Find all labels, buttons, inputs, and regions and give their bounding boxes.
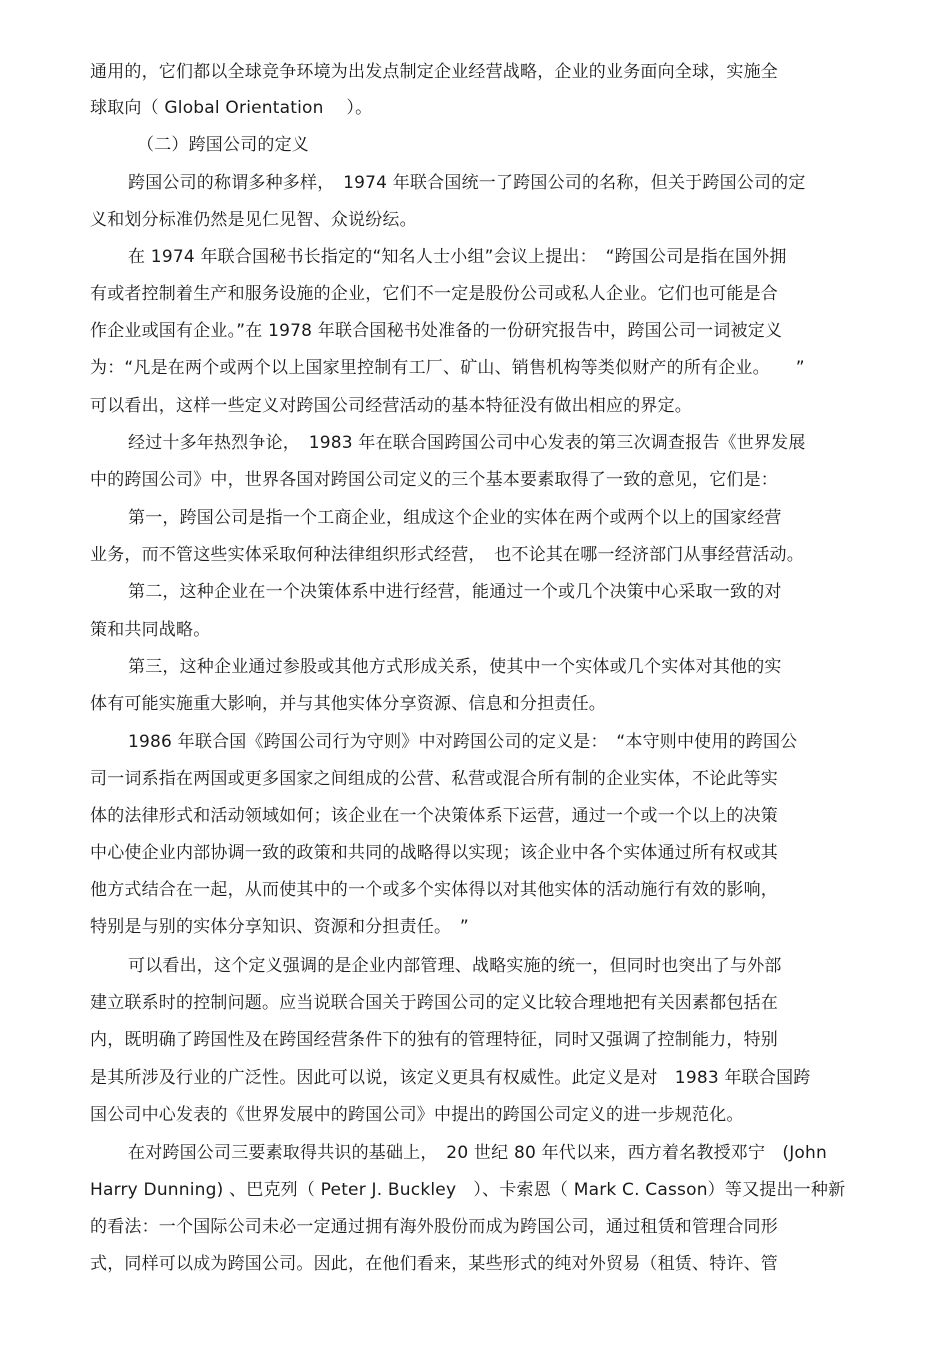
text-line: 中的跨国公司》中，世界各国对跨国公司定义的三个基本要素取得了一致的意见，它们是： [90,470,778,490]
text-line: 经过十多年热烈争论， 1983 年在联合国跨国公司中心发表的第三次调查报告《世界发展 [128,433,806,453]
text-line: 司一词系指在两国或更多国家之间组成的公营、私营或混合所有制的企业实体，不论此等实 [90,769,778,789]
text-line: 体有可能实施重大影响，并与其他实体分享资源、信息和分担责任。 [90,694,606,714]
text-line: 1986 年联合国《跨国公司行为守则》中对跨国公司的定义是： “本守则中使用的跨国公 [128,732,798,752]
text-line: 体的法律形式和活动领域如何；该企业在一个决策体系下运营，通过一个或一个以上的决策 [90,806,778,826]
text-line: 在对跨国公司三要素取得共识的基础上， 20 世纪 80 年代以来，西方着名教授邓宁 (John [128,1143,827,1163]
text-line: 业务，而不管这些实体采取何种法律组织形式经营， 也不论其在哪一经济部门从事经营活动。 [90,545,804,565]
text-line: 他方式结合在一起，从而使其中的一个或多个实体得以对其他实体的活动施行有效的影响， [90,880,778,900]
text-line: 式，同样可以成为跨国公司。因此，在他们看来，某些形式的纯对外贸易（租赁、特许、管 [90,1254,778,1274]
text-line: 特别是与别的实体分享知识、资源和分担责任。 ” [90,917,469,937]
text-line: 在 1974 年联合国秘书长指定的“知名人士小组”会议上提出： “跨国公司是指在国外拥 [128,247,787,267]
text-line: 可以看出，这个定义强调的是企业内部管理、战略实施的统一，但同时也突出了与外部 [128,956,782,976]
text-line: 义和划分标准仍然是见仁见智、众说纷纭。 [90,210,417,230]
text-line: 第二，这种企业在一个决策体系中进行经营，能通过一个或几个决策中心采取一致的对 [128,582,782,602]
text-line: 第一，跨国公司是指一个工商企业，组成这个企业的实体在两个或两个以上的国家经营 [128,508,782,528]
text-line: Harry Dunning) 、巴克列（ Peter J. Buckley ）、卡索恩（ Mark C. Casson）等又提出一种新 [90,1180,846,1200]
text-line: 为：“凡是在两个或两个以上国家里控制有工厂、矿山、销售机构等类似财产的所有企业。 ” [90,358,805,378]
section-heading: （二）跨国公司的定义 [137,135,309,155]
text-line: 建立联系时的控制问题。应当说联合国关于跨国公司的定义比较合理地把有关因素都包括在 [90,993,778,1013]
text-line: 通用的，它们都以全球竞争环境为出发点制定企业经营战略，企业的业务面向全球，实施全 [90,62,778,82]
text-line: 中心使企业内部协调一致的政策和共同的战略得以实现；该企业中各个实体通过所有权或其 [90,843,778,863]
text-line: 可以看出，这样一些定义对跨国公司经营活动的基本特征没有做出相应的界定。 [90,396,692,416]
text-line: 第三，这种企业通过参股或其他方式形成关系，使其中一个实体或几个实体对其他的实 [128,657,782,677]
text-line: 球取向（ Global Orientation ）。 [90,98,373,118]
text-line: 策和共同战略。 [90,620,211,640]
text-line: 作企业或国有企业。”在 1978 年联合国秘书处准备的一份研究报告中，跨国公司一词被定义 [90,321,783,341]
text-line: 是其所涉及行业的广泛性。因此可以说，该定义更具有权威性。此定义是对 1983 年联合国跨 [90,1068,811,1088]
text-line: 的看法：一个国际公司未必一定通过拥有海外股份而成为跨国公司，通过租赁和管理合同形 [90,1217,778,1237]
text-line: 国公司中心发表的《世界发展中的跨国公司》中提出的跨国公司定义的进一步规范化。 [90,1105,744,1125]
text-line: 内，既明确了跨国性及在跨国经营条件下的独有的管理特征，同时又强调了控制能力，特别 [90,1030,778,1050]
text-line: 有或者控制着生产和服务设施的企业，它们不一定是股份公司或私人企业。它们也可能是合 [90,284,778,304]
text-line: 跨国公司的称谓多种多样， 1974 年联合国统一了跨国公司的名称，但关于跨国公司的定 [128,173,806,193]
